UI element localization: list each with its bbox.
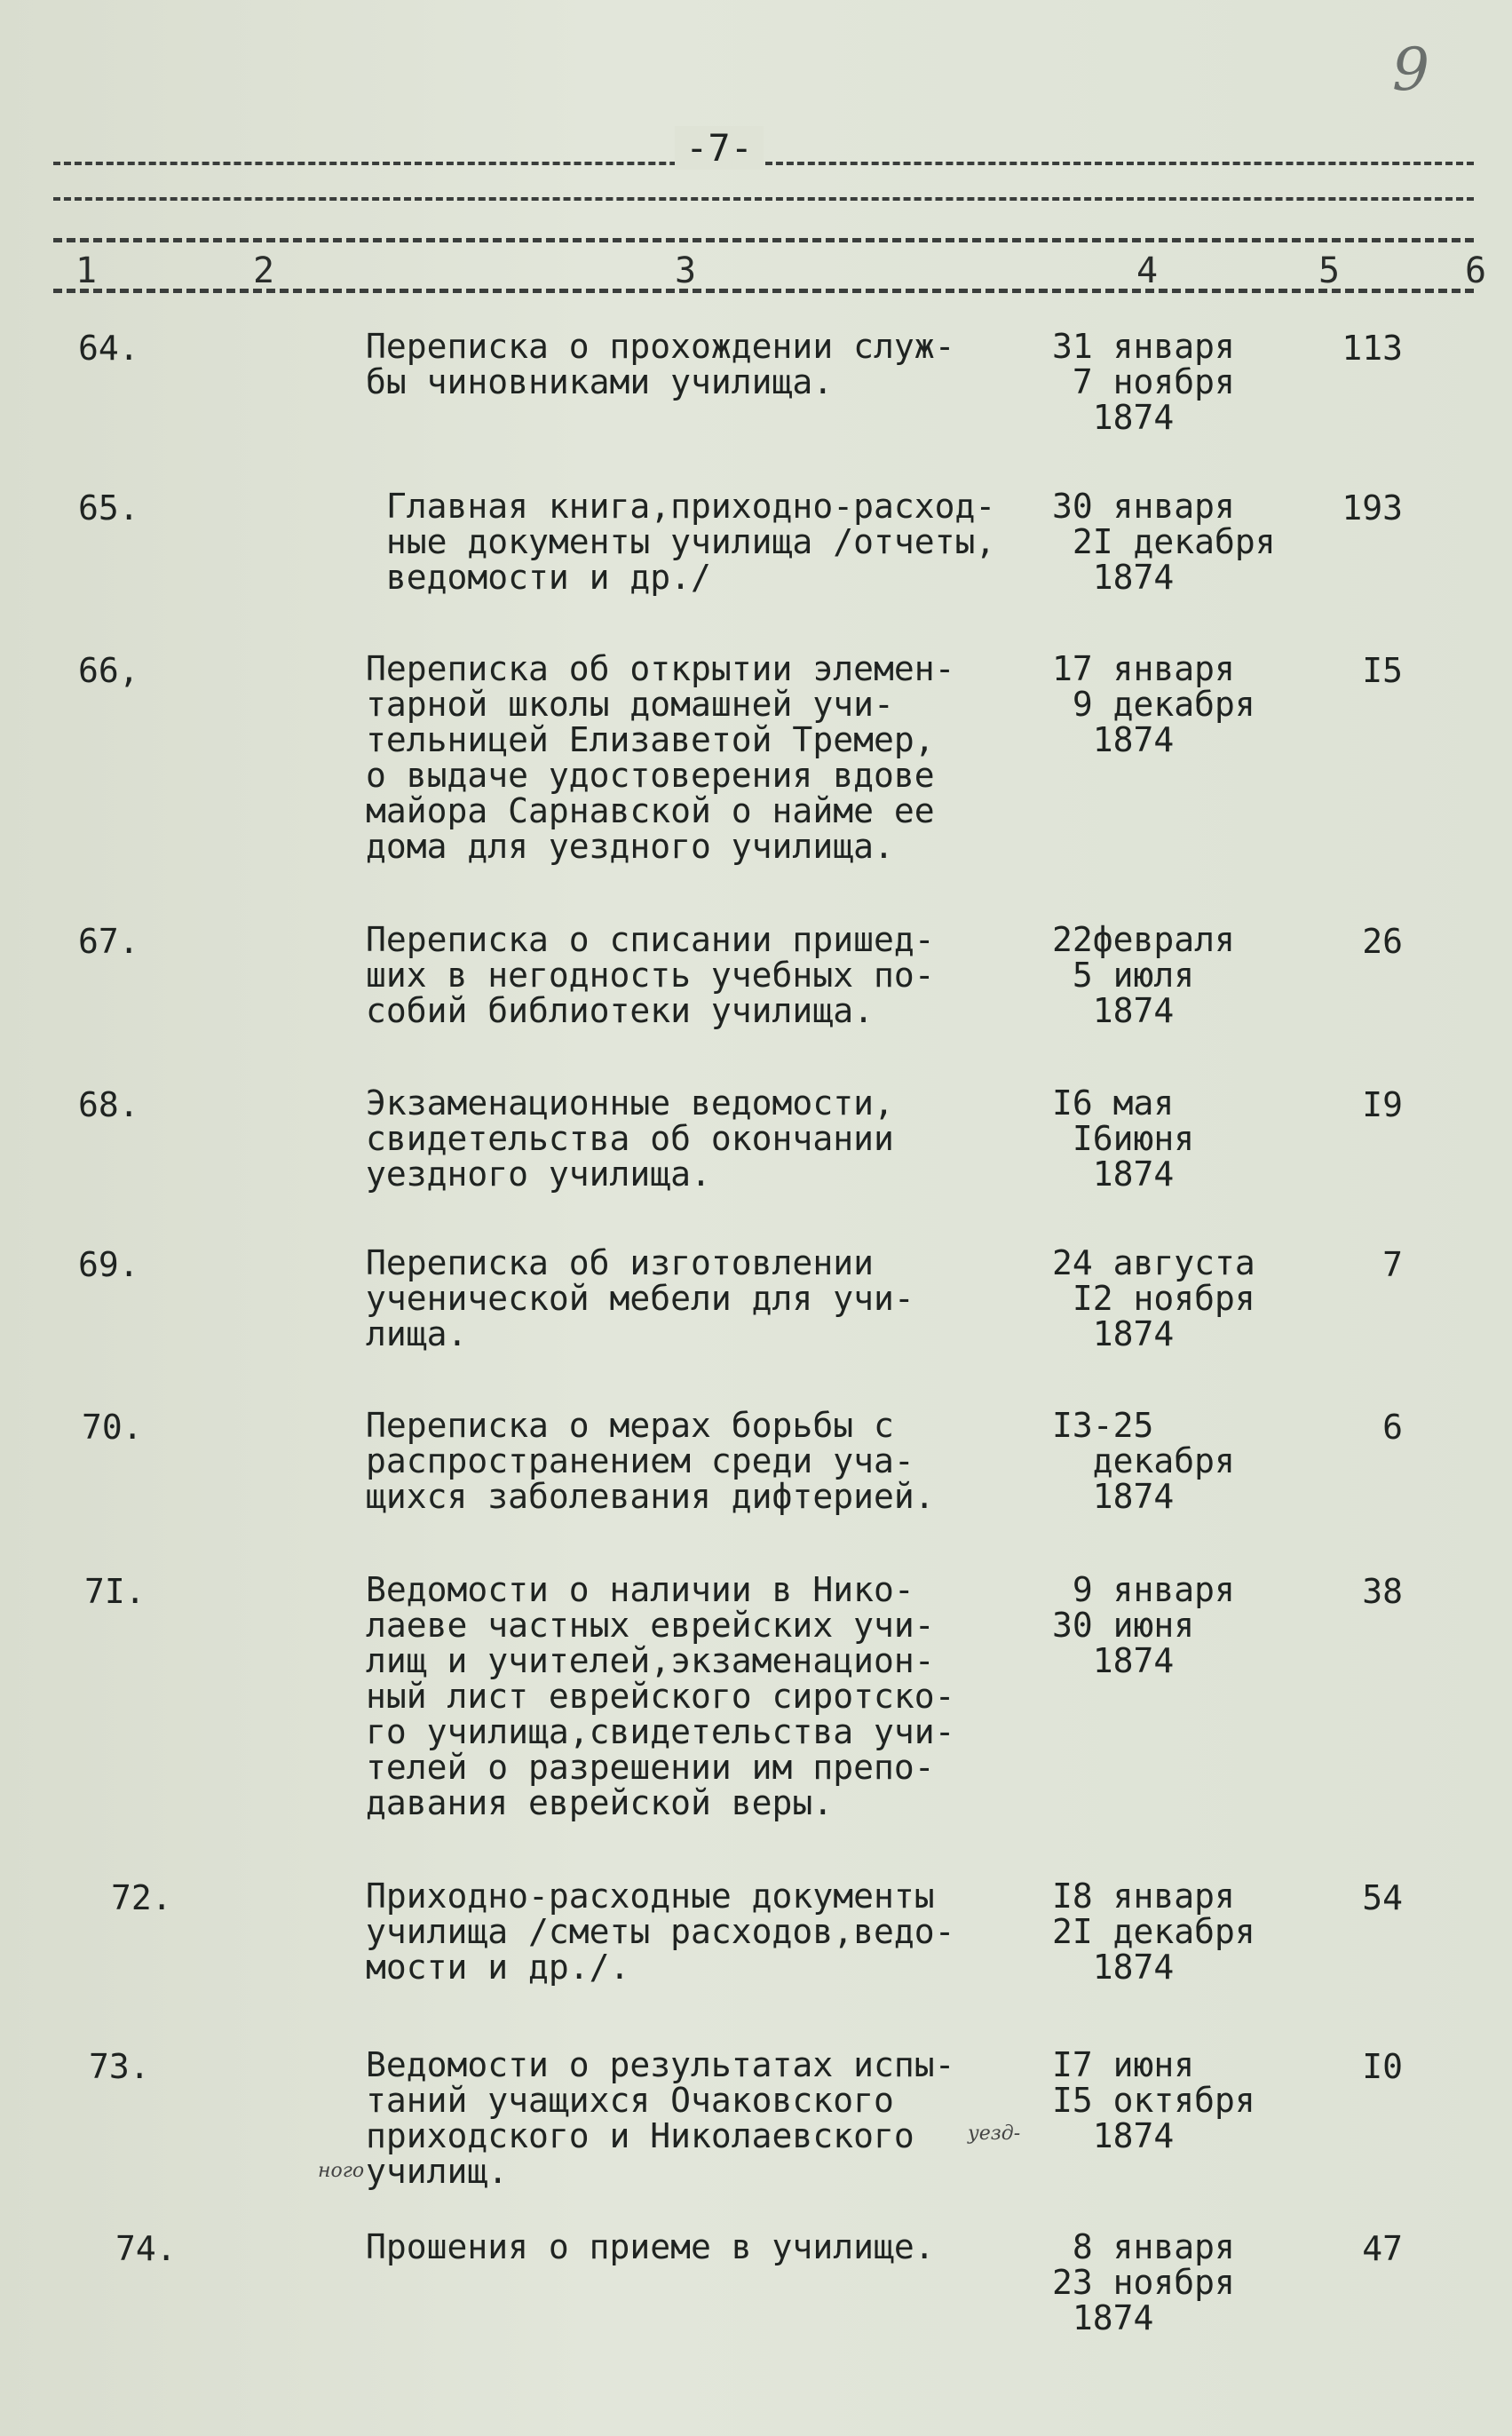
entry-dates: I6 мая I6июня 1874 [1052, 1083, 1195, 1194]
column-header-3: 3 [675, 250, 697, 291]
entry-number: 64. [78, 329, 139, 368]
entry-dates: 31 января 7 ноября 1874 [1052, 327, 1235, 437]
entry-sheet-count: 54 [1362, 1878, 1403, 1917]
table-header-rule [53, 289, 1474, 293]
entry-sheet-count: 6 [1382, 1408, 1403, 1447]
entry-description: Переписка об открытии элемен- тарной школы домашней учи- тельницей Елизаветой Тремер, о выдаче удостоверения вдове майора Сарнавской о найме ее дома для уездного училища. [366, 649, 955, 866]
entry-sheet-count: I9 [1362, 1085, 1403, 1124]
entry-number: 74. [115, 2229, 177, 2268]
table-header-rule [53, 238, 1474, 242]
handwritten-correction: ного [318, 2160, 365, 2182]
entry-sheet-count: 26 [1362, 922, 1403, 961]
entry-dates: I8 января 2I декабря 1874 [1052, 1877, 1255, 1987]
column-header-2: 2 [253, 250, 275, 291]
entry-dates: 30 января 2I декабря 1874 [1052, 487, 1276, 597]
entry-sheet-count: 193 [1342, 488, 1403, 528]
entry-dates: I3-25 декабря 1874 [1052, 1406, 1235, 1516]
entry-number: 68. [78, 1085, 139, 1124]
entry-number: 66, [78, 651, 139, 690]
entry-description: Переписка о списании пришед- ших в негодность учебных по- собий библиотеки училища. [366, 920, 935, 1030]
column-header-1: 1 [75, 250, 98, 291]
entry-description: Ведомости о результатах испы- таний учащихся Очаковского приходского и Николаевского училищ. [366, 2045, 955, 2191]
column-header-5: 5 [1318, 250, 1341, 291]
entry-dates: 24 августа I2 ноября 1874 [1052, 1243, 1255, 1353]
entry-dates: 8 января 23 ноября 1874 [1052, 2227, 1235, 2337]
dashed-rule [53, 197, 1474, 201]
dashed-rule [53, 162, 1474, 165]
entry-number: 72. [111, 1878, 172, 1917]
handwritten-sheet-number: 9 [1392, 36, 1429, 104]
entry-description: Главная книга,приходно-расход- ные документы училища /отчеты, ведомости и др./ [385, 487, 996, 597]
entry-dates: 22февраля 5 июля 1874 [1052, 920, 1235, 1030]
entry-sheet-count: 47 [1362, 2229, 1403, 2268]
entry-sheet-count: 38 [1362, 1572, 1403, 1611]
entry-sheet-count: 7 [1382, 1245, 1403, 1284]
column-header-6: 6 [1465, 250, 1487, 291]
entry-description: Экзаменационные ведомости, свидетельства об окончании уездного училища. [366, 1083, 894, 1194]
entry-sheet-count: I5 [1362, 651, 1403, 690]
column-header-4: 4 [1136, 250, 1159, 291]
entry-dates: 17 января 9 декабря 1874 [1052, 649, 1255, 759]
entry-number: 7I. [84, 1572, 146, 1611]
entry-number: 65. [78, 488, 139, 528]
entry-number: 70. [82, 1408, 143, 1447]
entry-number: 73. [89, 2047, 150, 2086]
entry-dates: 9 января 30 июня 1874 [1052, 1570, 1235, 1680]
entry-number: 69. [78, 1245, 139, 1284]
entry-description: Ведомости о наличии в Нико- лаеве частных еврейских учи- лищ и учителей,экзаменацион- ный лист еврейского сиротско- го училища,свидетельства учи- телей о разрешении им препо- давания еврейской веры. [366, 1570, 955, 1822]
entry-description: Приходно-расходные документы училища /сметы расходов,ведо- мости и др./. [366, 1877, 955, 1987]
entry-description: Прошения о приеме в училище. [366, 2227, 935, 2266]
entry-description: Переписка о прохождении служ- бы чиновниками училища. [366, 327, 955, 401]
entry-number: 67. [78, 922, 139, 961]
entry-sheet-count: I0 [1362, 2047, 1403, 2086]
page-number: -7- [675, 126, 764, 170]
entry-sheet-count: 113 [1342, 329, 1403, 368]
entry-dates: I7 июня I5 октября 1874 [1052, 2045, 1255, 2155]
handwritten-correction: уезд- [968, 2123, 1021, 2145]
entry-description: Переписка об изготовлении ученической мебели для учи- лища. [366, 1243, 914, 1353]
entry-description: Переписка о мерах борьбы с распространением среди уча- щихся заболевания дифтерией. [366, 1406, 935, 1516]
